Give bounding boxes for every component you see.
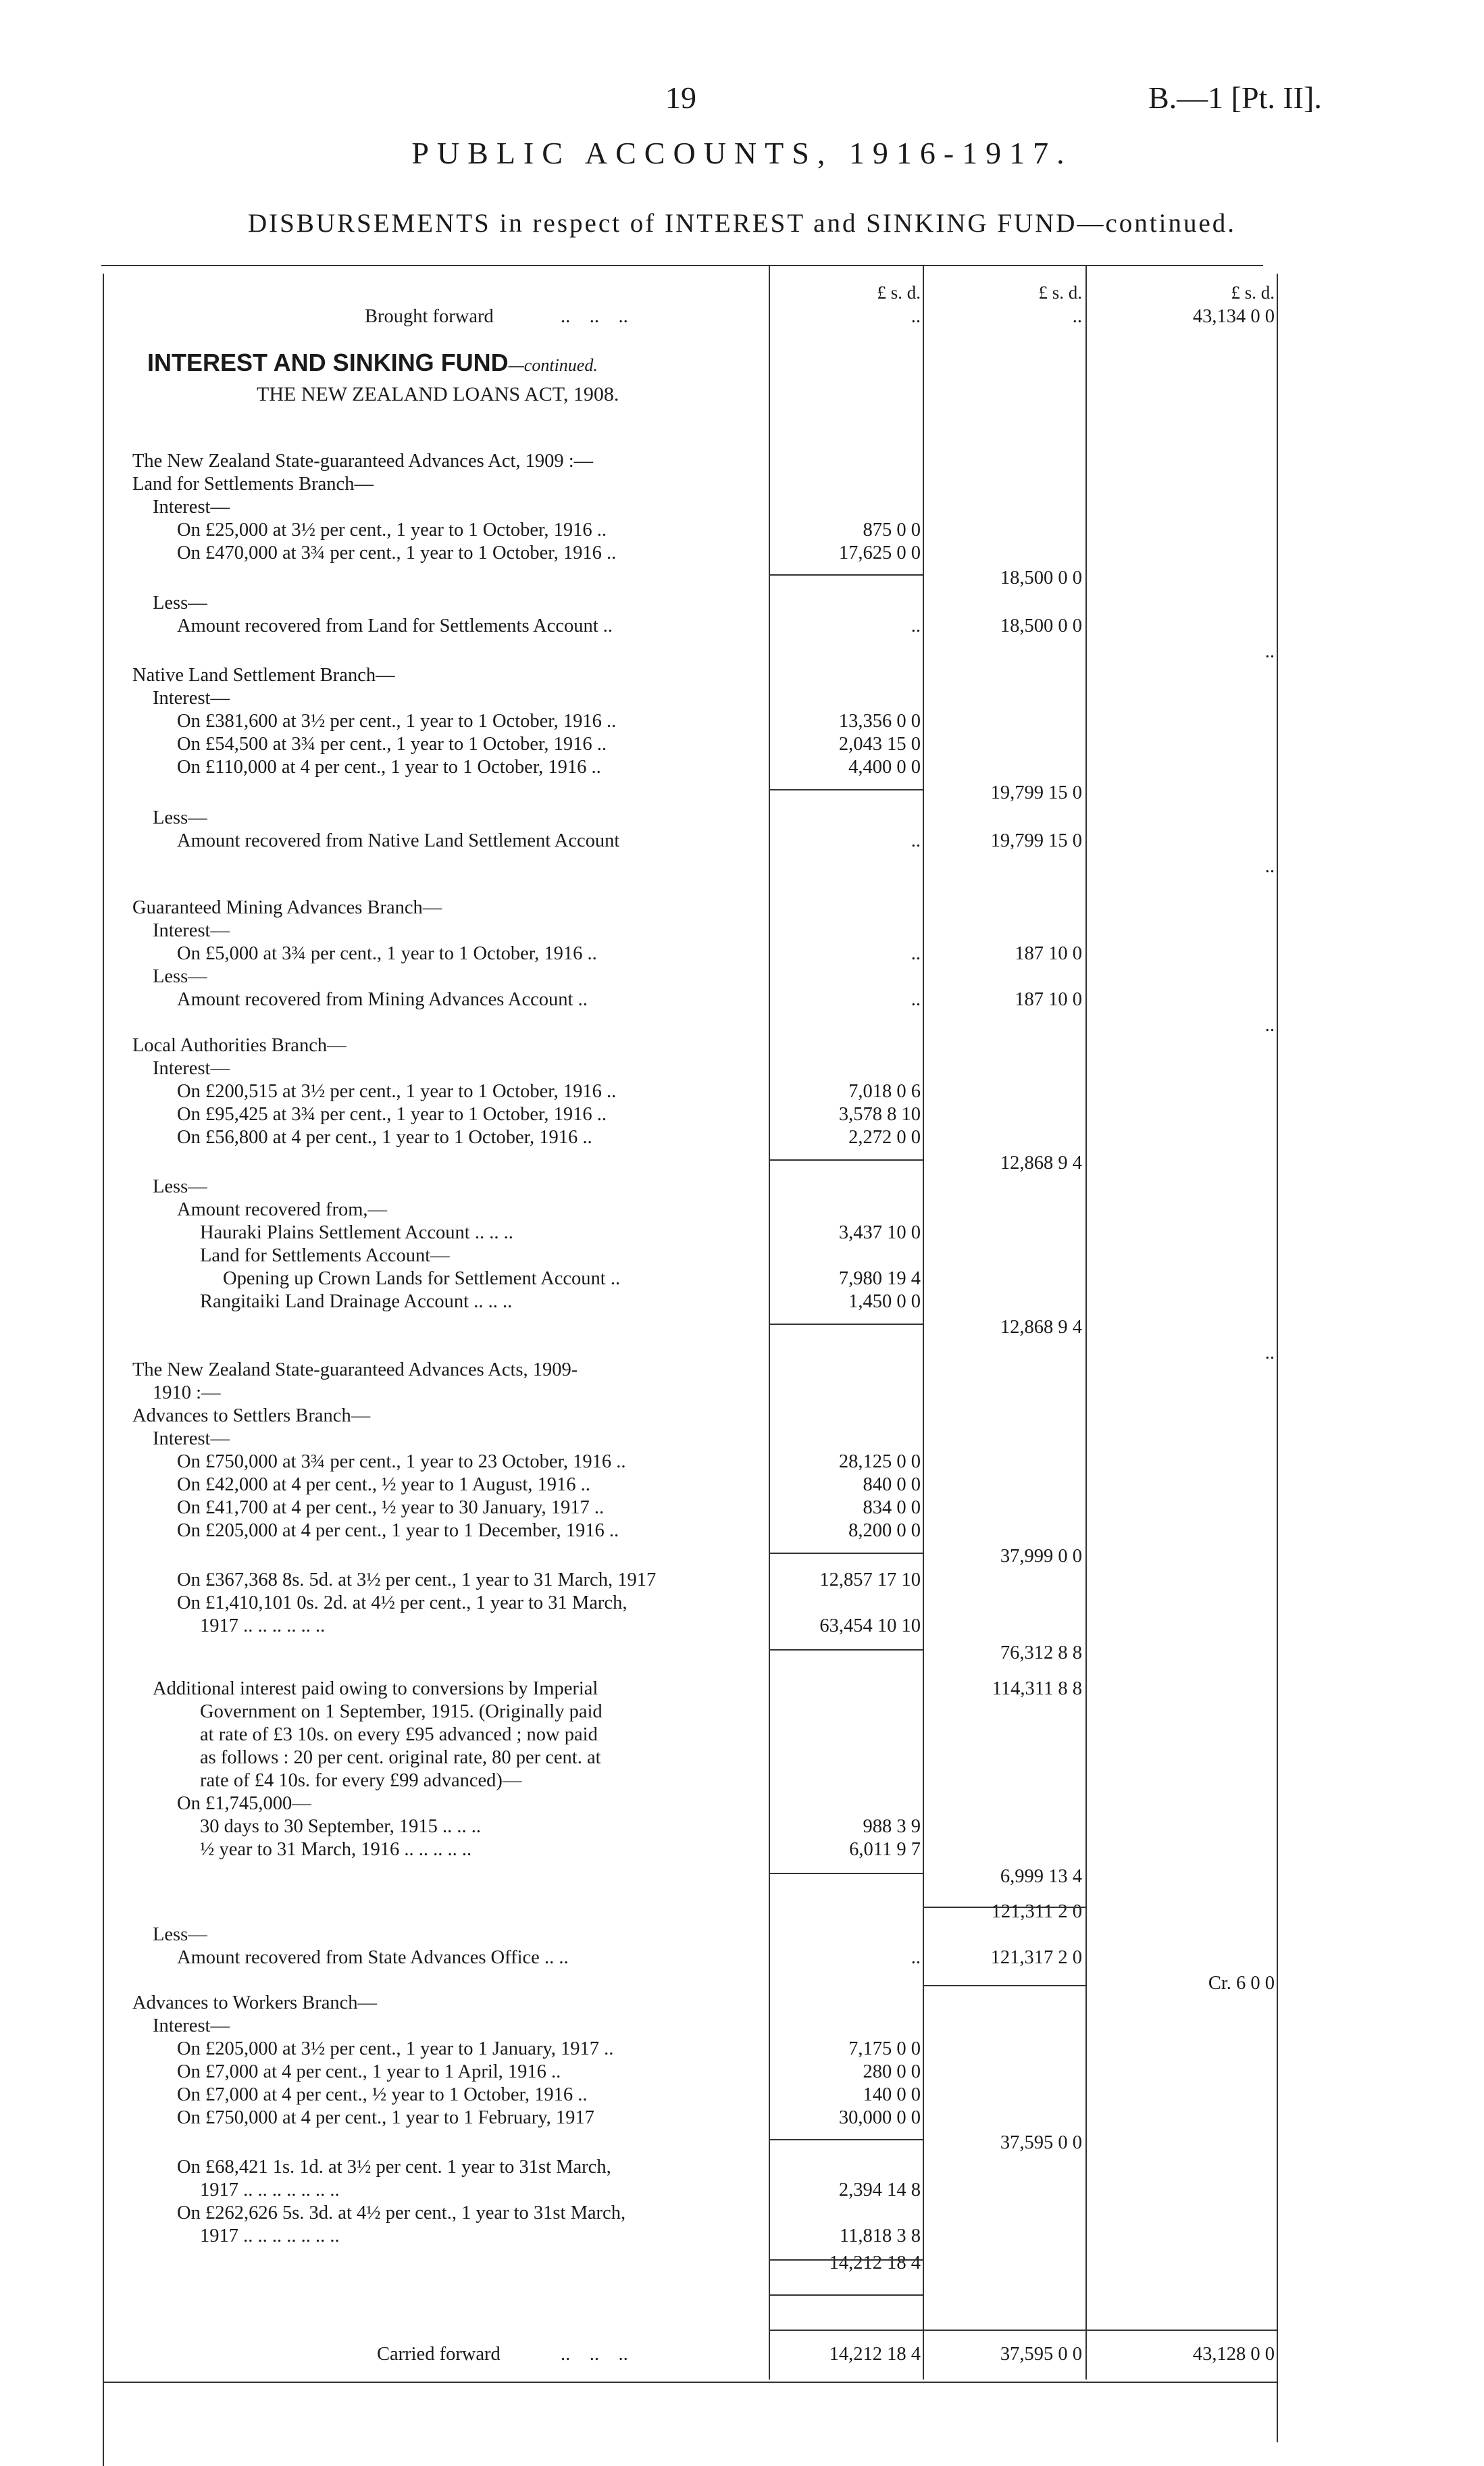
- row-description: On £750,000 at 3¾ per cent., 1 year to 23 October, 1916 ..: [177, 1451, 626, 1472]
- brought-forward-col1: ..: [911, 306, 921, 327]
- ledger-row: [0, 897, 1484, 920]
- row-description: 1917 .. .. .. .. .. ..: [200, 1615, 326, 1636]
- ledger-row: [0, 710, 1484, 733]
- row-description: On £750,000 at 4 per cent., 1 year to 1 February, 1917: [177, 2107, 594, 2128]
- row-description: Opening up Crown Lands for Settlement Account ..: [223, 1268, 621, 1289]
- ledger-row: [0, 1545, 1484, 1568]
- row-amount-c1: ..: [911, 615, 921, 636]
- ledger-row: [0, 1290, 1484, 1313]
- ledger-row: [0, 2084, 1484, 2107]
- ledger-row: [0, 1678, 1484, 1701]
- row-description: On £205,000 at 3½ per cent., 1 year to 1 January, 1917 ..: [177, 2038, 614, 2059]
- row-description: Interest—: [153, 1058, 230, 1079]
- section-heading: [147, 348, 598, 378]
- row-amount-c1: 7,175 0 0: [848, 2038, 921, 2059]
- row-amount-c2: 18,500 0 0: [1000, 615, 1082, 636]
- row-amount-c3: ..: [1264, 641, 1275, 662]
- ledger-row: [0, 1103, 1484, 1126]
- ledger-row: [0, 1592, 1484, 1615]
- ledger-row: [0, 1923, 1484, 1946]
- row-description: Interest—: [153, 920, 230, 941]
- row-amount-c2: 19,799 15 0: [990, 782, 1082, 803]
- act-heading: THE NEW ZEALAND LOANS ACT, 1908.: [257, 383, 619, 405]
- row-amount-c1: 3,437 10 0: [838, 1222, 921, 1243]
- ledger-row: [0, 496, 1484, 519]
- ledger-row: [0, 1769, 1484, 1792]
- subtotal-rule: [770, 2139, 923, 2140]
- col1-header: £ s. d.: [877, 282, 921, 303]
- row-amount-c1: 280 0 0: [863, 2061, 921, 2082]
- ledger-row: [0, 1992, 1484, 2015]
- ledger-row: [0, 1746, 1484, 1769]
- brought-forward-row: [0, 305, 1484, 328]
- row-amount-c2: 12,868 9 4: [1000, 1153, 1082, 1174]
- ledger-row: [0, 1865, 1484, 1888]
- ledger-row: [0, 1519, 1484, 1542]
- ledger-row: [0, 450, 1484, 473]
- ledger-row: [0, 1723, 1484, 1746]
- row-amount-c2: 37,595 0 0: [1000, 2132, 1082, 2153]
- row-description: The New Zealand State-guaranteed Advances Act, 1909 :—: [132, 451, 594, 472]
- subtotal-rule: [770, 1159, 923, 1161]
- ledger-row: [0, 1474, 1484, 1496]
- row-amount-c1: 1,450 0 0: [848, 1291, 921, 1312]
- row-description: Interest—: [153, 688, 230, 709]
- subtotal-rule: [770, 2294, 923, 2296]
- row-amount-c1: ..: [911, 1947, 921, 1968]
- row-description: Less—: [153, 966, 207, 987]
- ledger-row: [0, 1792, 1484, 1815]
- row-description: Less—: [153, 807, 207, 828]
- row-description: On £95,425 at 3¾ per cent., 1 year to 1 October, 1916 ..: [177, 1104, 607, 1125]
- row-description: ½ year to 31 March, 1916 .. .. .. .. ..: [200, 1839, 472, 1860]
- row-description: On £470,000 at 3¾ per cent., 1 year to 1 October, 1916 ..: [177, 543, 617, 563]
- ledger-row: [0, 782, 1484, 805]
- row-description: On £367,368 8s. 5d. at 3½ per cent., 1 year to 31 March, 1917: [177, 1569, 657, 1590]
- ledger-row: [0, 1152, 1484, 1175]
- row-amount-c1: 875 0 0: [863, 520, 921, 540]
- ledger-row: [0, 2015, 1484, 2038]
- subtotal-rule: [770, 574, 923, 576]
- row-amount-c2: 37,999 0 0: [1000, 1546, 1082, 1567]
- row-description: The New Zealand State-guaranteed Advances Acts, 1909-: [132, 1359, 578, 1380]
- carried-forward-row: [0, 2343, 1484, 2366]
- row-amount-c1: 13,356 0 0: [838, 711, 921, 732]
- row-description: On £262,626 5s. 3d. at 4½ per cent., 1 year to 31st March,: [177, 2203, 626, 2223]
- ledger-row: [0, 519, 1484, 542]
- carried-forward-col2: 37,595 0 0: [1000, 2344, 1082, 2365]
- row-description: 1917 .. .. .. .. .. .. ..: [200, 2225, 340, 2246]
- row-description: Land for Settlements Account—: [200, 1245, 450, 1266]
- subtotal-rule: [770, 1553, 923, 1554]
- row-description: Rangitaiki Land Drainage Account .. .. ..: [200, 1291, 513, 1312]
- row-amount-c1: 840 0 0: [863, 1474, 921, 1495]
- ledger-row: [0, 1615, 1484, 1638]
- row-amount-c1: ..: [911, 989, 921, 1010]
- row-amount-c3: ..: [1264, 856, 1275, 877]
- row-amount-c1: 7,980 19 4: [838, 1268, 921, 1289]
- row-description: Advances to Workers Branch—: [132, 1992, 378, 2013]
- brought-forward-col3: 43,134 0 0: [1192, 306, 1275, 327]
- row-description: Additional interest paid owing to conversions by Imperial: [153, 1678, 598, 1699]
- ledger-row: [0, 1244, 1484, 1267]
- carried-forward-col3: 43,128 0 0: [1192, 2344, 1275, 2365]
- row-amount-c1: 14,212 18 4: [829, 2253, 921, 2273]
- brought-forward-col2: ..: [1072, 306, 1082, 327]
- subtotal-rule: [924, 1985, 1085, 1986]
- row-description: On £200,515 at 3½ per cent., 1 year to 1 October, 1916 ..: [177, 1081, 617, 1102]
- row-amount-c2: 12,868 9 4: [1000, 1317, 1082, 1338]
- ledger-row: [0, 1946, 1484, 1969]
- row-amount-c3: ..: [1264, 1015, 1275, 1036]
- row-description: Hauraki Plains Settlement Account .. .. ..: [200, 1222, 513, 1243]
- page-number: 19: [665, 80, 696, 115]
- row-amount-c3: Cr. 6 0 0: [1208, 1973, 1275, 1994]
- row-description: On £7,000 at 4 per cent., 1 year to 1 April, 1916 ..: [177, 2061, 561, 2082]
- carried-forward-col1: 14,212 18 4: [829, 2344, 921, 2365]
- ledger-row: [0, 830, 1484, 853]
- subtotal-rule: [770, 789, 923, 790]
- ledger-row: [0, 542, 1484, 565]
- row-amount-c1: 28,125 0 0: [838, 1451, 921, 1472]
- ledger-row: [0, 733, 1484, 756]
- ledger-row: [0, 942, 1484, 965]
- ledger-row: [0, 1359, 1484, 1382]
- row-amount-c1: 11,818 3 8: [839, 2225, 921, 2246]
- column-header-row: [0, 281, 1484, 304]
- subtotal-rule: [770, 2259, 923, 2261]
- row-amount-c1: 988 3 9: [863, 1816, 921, 1837]
- row-amount-c2: 187 10 0: [1015, 943, 1082, 964]
- ledger-row: [0, 965, 1484, 988]
- row-description: On £205,000 at 4 per cent., 1 year to 1 December, 1916 ..: [177, 1520, 619, 1541]
- ledger-row: [0, 1057, 1484, 1080]
- ledger-row: [0, 2038, 1484, 2061]
- ledger-row: [0, 1126, 1484, 1149]
- row-description: Guaranteed Mining Advances Branch—: [132, 897, 442, 918]
- ledger-row: [0, 2061, 1484, 2084]
- ledger-row: [0, 855, 1484, 878]
- ledger-row: [0, 687, 1484, 710]
- row-description: On £1,410,101 0s. 2d. at 4½ per cent., 1 year to 31 March,: [177, 1592, 628, 1613]
- row-amount-c1: 17,625 0 0: [838, 543, 921, 563]
- row-description: On £68,421 1s. 1d. at 3½ per cent. 1 year to 31st March,: [177, 2157, 611, 2178]
- ledger-row: [0, 2225, 1484, 2248]
- brought-forward-label: Brought forward: [365, 306, 494, 327]
- ledger-row: [0, 1405, 1484, 1428]
- row-description: Interest—: [153, 497, 230, 518]
- bottom-rule: [103, 2382, 1278, 2383]
- ledger-row: [0, 1222, 1484, 1244]
- row-description: Amount recovered from,—: [177, 1199, 388, 1220]
- ledger-row: [0, 473, 1484, 496]
- col2-header: £ s. d.: [1038, 282, 1082, 303]
- ledger-row: [0, 1080, 1484, 1103]
- row-description: On £110,000 at 4 per cent., 1 year to 1 October, 1916 ..: [177, 757, 601, 778]
- row-description: Government on 1 September, 1915. (Originally paid: [200, 1701, 603, 1722]
- row-description: Less—: [153, 593, 207, 613]
- ledger-row: [0, 920, 1484, 942]
- row-amount-c1: 12,857 17 10: [819, 1569, 921, 1590]
- row-amount-c1: 8,200 0 0: [848, 1520, 921, 1541]
- page-subtitle: DISBURSEMENTS in respect of INTEREST and SINKING FUND—continued.: [247, 209, 1237, 238]
- ledger-row: [0, 1701, 1484, 1723]
- ledger-row: [0, 1901, 1484, 1923]
- row-description: On £56,800 at 4 per cent., 1 year to 1 October, 1916 ..: [177, 1127, 592, 1148]
- ledger-row: [0, 1034, 1484, 1057]
- ledger-row: [0, 2156, 1484, 2179]
- row-amount-c2: 187 10 0: [1015, 989, 1082, 1010]
- row-amount-c1: ..: [911, 943, 921, 964]
- ledger-row: [0, 1642, 1484, 1665]
- row-description: On £42,000 at 4 per cent., ½ year to 1 August, 1916 ..: [177, 1474, 590, 1495]
- row-description: Advances to Settlers Branch—: [132, 1405, 371, 1426]
- row-description: Interest—: [153, 2015, 230, 2036]
- carried-forward-label: Carried forward: [377, 2344, 501, 2365]
- row-description: Amount recovered from State Advances Office .. ..: [177, 1947, 569, 1968]
- total-rule: [770, 2330, 1277, 2331]
- ledger-row: [0, 807, 1484, 830]
- row-description: at rate of £3 10s. on every £95 advanced ; now paid: [200, 1724, 598, 1745]
- row-amount-c1: 7,018 0 6: [848, 1081, 921, 1102]
- subtotal-rule: [770, 1649, 923, 1651]
- section-title: INTEREST AND SINKING FUND: [147, 349, 509, 376]
- subtotal-rule: [770, 1873, 923, 1874]
- ledger-row: [0, 2132, 1484, 2155]
- row-description: On £25,000 at 3½ per cent., 1 year to 1 October, 1916 ..: [177, 520, 607, 540]
- row-description: 30 days to 30 September, 1915 .. .. ..: [200, 1816, 482, 1837]
- leader-dots: .. .. ..: [561, 306, 628, 327]
- row-amount-c3: ..: [1264, 1342, 1275, 1363]
- ledger-row: [0, 1451, 1484, 1474]
- row-amount-c1: 2,394 14 8: [838, 2180, 921, 2200]
- row-amount-c1: ..: [911, 830, 921, 851]
- ledger-row: [0, 1815, 1484, 1838]
- row-description: On £54,500 at 3¾ per cent., 1 year to 1 October, 1916 ..: [177, 734, 607, 755]
- ledger-row: [0, 1428, 1484, 1451]
- ledger-row: [0, 1316, 1484, 1339]
- row-amount-c2: 76,312 8 8: [1000, 1642, 1082, 1663]
- row-description: Local Authorities Branch—: [132, 1035, 347, 1056]
- row-description: On £7,000 at 4 per cent., ½ year to 1 October, 1916 ..: [177, 2084, 588, 2105]
- ledger-row: [0, 1838, 1484, 1861]
- row-description: On £1,745,000—: [177, 1793, 311, 1814]
- ledger-row: [0, 2202, 1484, 2225]
- ledger-row: [0, 2107, 1484, 2130]
- row-description: On £41,700 at 4 per cent., ½ year to 30 January, 1917 ..: [177, 1497, 605, 1518]
- row-amount-c2: 114,311 8 8: [992, 1678, 1082, 1699]
- row-amount-c2: 6,999 13 4: [1000, 1866, 1082, 1887]
- page-title: PUBLIC ACCOUNTS, 1916-1917.: [411, 136, 1073, 170]
- row-amount-c1: 6,011 9 7: [849, 1839, 921, 1860]
- row-amount-c1: 834 0 0: [863, 1497, 921, 1518]
- row-amount-c1: 4,400 0 0: [848, 757, 921, 778]
- ledger-row: [0, 1267, 1484, 1290]
- ledger-row: [0, 1199, 1484, 1222]
- row-description: as follows : 20 per cent. original rate, 80 per cent. at: [200, 1747, 601, 1768]
- row-amount-c1: 2,272 0 0: [848, 1127, 921, 1148]
- row-description: Less—: [153, 1176, 207, 1197]
- subtotal-rule: [770, 1324, 923, 1325]
- row-description: Amount recovered from Native Land Settlement Account: [177, 830, 620, 851]
- ledger-row: [0, 567, 1484, 590]
- row-amount-c2: 121,311 2 0: [991, 1901, 1082, 1922]
- row-description: Less—: [153, 1924, 207, 1945]
- document-reference: B.—1 [Pt. II].: [1148, 80, 1322, 115]
- top-rule: [101, 265, 1263, 266]
- col3-header: £ s. d.: [1231, 282, 1275, 303]
- ledger-row: [0, 1496, 1484, 1519]
- leader-dots: .. .. ..: [561, 2344, 628, 2365]
- ledger-row: [0, 615, 1484, 638]
- subtotal-rule: [924, 1907, 1085, 1908]
- ledger-row: [0, 640, 1484, 663]
- row-description: On £5,000 at 3¾ per cent., 1 year to 1 October, 1916 ..: [177, 943, 597, 964]
- section-continued: —continued.: [508, 355, 598, 375]
- row-description: Amount recovered from Mining Advances Account ..: [177, 989, 588, 1010]
- row-description: On £381,600 at 3½ per cent., 1 year to 1 October, 1916 ..: [177, 711, 617, 732]
- ledger-row: [0, 756, 1484, 779]
- ledger-row: [0, 592, 1484, 615]
- ledger-row: [0, 1382, 1484, 1405]
- row-description: rate of £4 10s. for every £99 advanced)—: [200, 1770, 522, 1791]
- ledger-row: [0, 988, 1484, 1011]
- row-amount-c1: 30,000 0 0: [838, 2107, 921, 2128]
- ledger-row: [0, 1569, 1484, 1592]
- ledger-row: [0, 2252, 1484, 2275]
- row-description: 1910 :—: [153, 1382, 221, 1403]
- row-description: Land for Settlements Branch—: [132, 474, 374, 495]
- row-amount-c1: 63,454 10 10: [819, 1615, 921, 1636]
- row-amount-c1: 2,043 15 0: [838, 734, 921, 755]
- row-amount-c2: 121,317 2 0: [990, 1947, 1082, 1968]
- ledger-row: [0, 1176, 1484, 1199]
- row-amount-c1: 140 0 0: [863, 2084, 921, 2105]
- row-amount-c1: 3,578 8 10: [838, 1104, 921, 1125]
- ledger-row: [0, 1014, 1484, 1037]
- row-amount-c2: 18,500 0 0: [1000, 568, 1082, 588]
- row-description: Amount recovered from Land for Settlements Account ..: [177, 615, 613, 636]
- ledger-row: [0, 2179, 1484, 2202]
- row-description: Native Land Settlement Branch—: [132, 665, 395, 686]
- row-description: Interest—: [153, 1428, 230, 1449]
- row-description: 1917 .. .. .. .. .. .. ..: [200, 2180, 340, 2200]
- ledger-row: [0, 664, 1484, 687]
- row-amount-c2: 19,799 15 0: [990, 830, 1082, 851]
